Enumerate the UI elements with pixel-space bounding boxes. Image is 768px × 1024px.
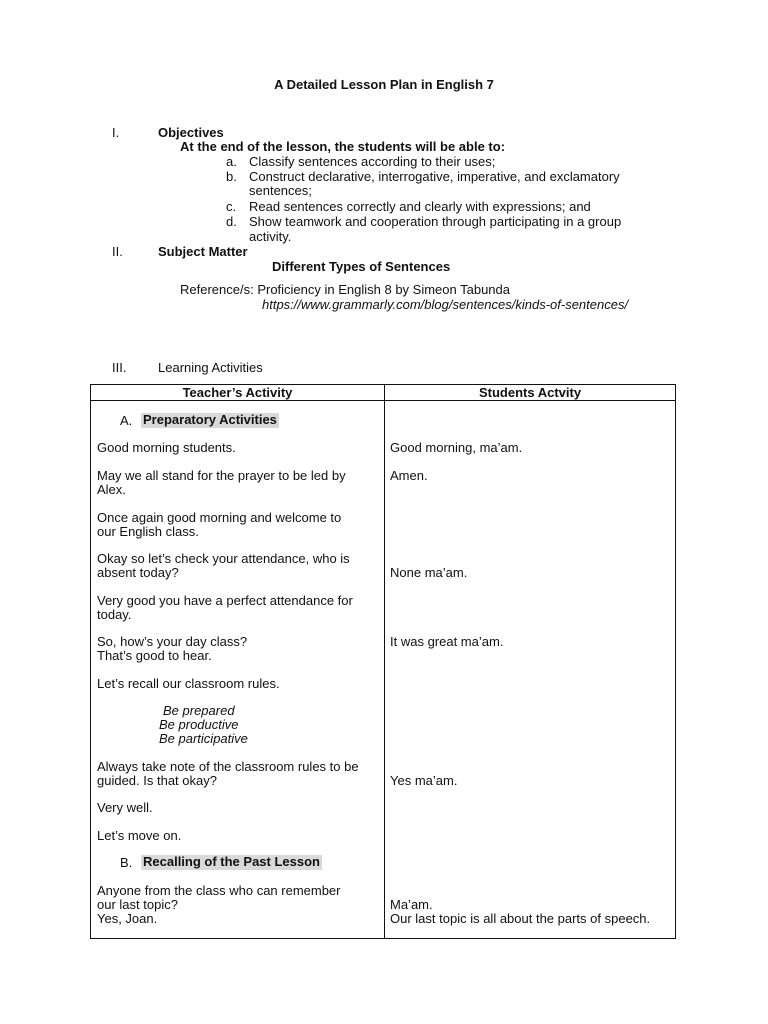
teacher-line: Alex.	[97, 482, 126, 497]
section-numeral-learning-activities: III.	[112, 360, 127, 375]
student-line: It was great ma’am.	[390, 634, 504, 649]
teacher-line: Let’s move on.	[97, 828, 182, 843]
teacher-activity-header: Teacher’s Activity	[182, 385, 293, 400]
teacher-line: our English class.	[97, 524, 199, 539]
objective-letter: a.	[226, 154, 237, 169]
column-divider	[384, 385, 385, 938]
part-a-label: Preparatory Activities	[143, 412, 277, 427]
student-line: Our last topic is all about the parts of speech.	[390, 911, 651, 926]
teacher-line: Let’s recall our classroom rules.	[97, 676, 280, 691]
objectives-intro: At the end of the lesson, the students will be able to:	[180, 139, 506, 154]
section-heading-objectives: Objectives	[158, 125, 224, 140]
section-numeral-objectives: I.	[112, 125, 120, 140]
objective-text: Show teamwork and cooperation through participating in a group	[249, 214, 622, 229]
header-divider	[91, 400, 675, 401]
teacher-line: absent today?	[97, 565, 179, 580]
classroom-rule: Be participative	[159, 731, 248, 746]
subject-topic: Different Types of Sentences	[272, 259, 451, 274]
teacher-line: guided. Is that okay?	[97, 773, 217, 788]
section-heading-learning-activities: Learning Activities	[158, 360, 263, 375]
teacher-line: So, how’s your day class?	[97, 634, 248, 649]
classroom-rule: Be productive	[159, 717, 239, 732]
student-line: Good morning, ma’am.	[390, 440, 523, 455]
classroom-rule: Be prepared	[163, 703, 235, 718]
teacher-line: Yes, Joan.	[97, 911, 158, 926]
teacher-line: Very good you have a perfect attendance for	[97, 593, 353, 608]
teacher-line: Always take note of the classroom rules to be	[97, 759, 359, 774]
objective-text: Classify sentences according to their uses;	[249, 154, 496, 169]
section-numeral-subject-matter: II.	[112, 244, 123, 259]
teacher-line: our last topic?	[97, 897, 178, 912]
students-activity-header: Students Actvity	[478, 385, 582, 400]
objective-text: Read sentences correctly and clearly with expressions; and	[249, 199, 591, 214]
objective-letter: b.	[226, 169, 237, 184]
teacher-line: today.	[97, 607, 132, 622]
teacher-line: Okay so let’s check your attendance, who is	[97, 551, 350, 566]
teacher-line: That’s good to hear.	[97, 648, 212, 663]
teacher-line: Once again good morning and welcome to	[97, 510, 342, 525]
student-line: Amen.	[390, 468, 428, 483]
teacher-line: Good morning students.	[97, 440, 236, 455]
teacher-line: Very well.	[97, 800, 153, 815]
teacher-line: May we all stand for the prayer to be led by	[97, 468, 346, 483]
objective-text: Construct declarative, interrogative, imperative, and exclamatory	[249, 169, 620, 184]
part-a-letter: A.	[120, 413, 133, 428]
section-heading-subject-matter: Subject Matter	[158, 244, 248, 259]
teacher-line: Anyone from the class who can remember	[97, 883, 341, 898]
document-title: A Detailed Lesson Plan in English 7	[274, 77, 494, 92]
objective-text: activity.	[249, 229, 292, 244]
activity-table	[90, 384, 676, 939]
part-b-letter: B.	[120, 855, 133, 870]
objective-letter: c.	[226, 199, 237, 214]
student-line: None ma’am.	[390, 565, 468, 580]
objective-text: sentences;	[249, 183, 312, 198]
part-b-label: Recalling of the Past Lesson	[143, 854, 320, 869]
student-line: Ma’am.	[390, 897, 433, 912]
reference-line: Reference/s: Proficiency in English 8 by Simeon Tabunda	[180, 282, 511, 297]
student-line: Yes ma’am.	[390, 773, 458, 788]
objective-letter: d.	[226, 214, 237, 229]
reference-url: https://www.grammarly.com/blog/sentences/kinds-of-sentences/	[262, 297, 629, 312]
